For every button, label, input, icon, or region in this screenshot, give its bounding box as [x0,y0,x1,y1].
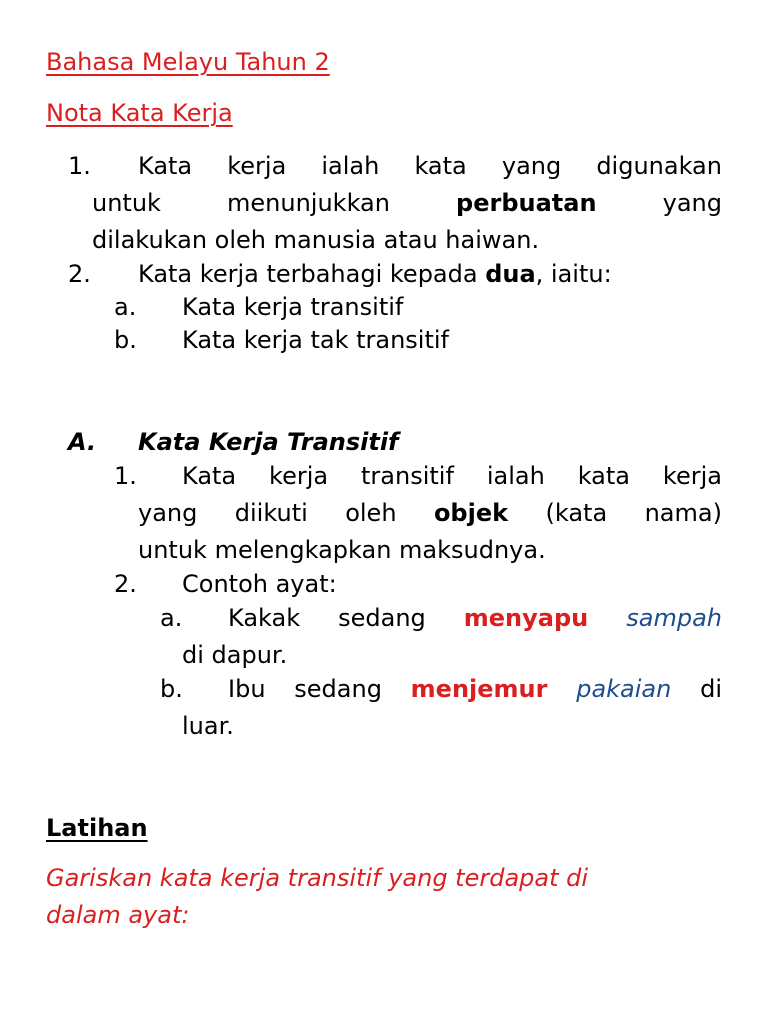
word: yang [662,189,722,217]
bold-keyword: dua [485,260,536,288]
example-b-line1 [228,675,722,704]
word: kerja [662,462,722,490]
text: , iaitu: [535,260,612,288]
section-a-item1-line3: untuk melengkapkan maksudnya. [138,536,546,564]
intro-item1-line3: dilakukan oleh manusia atau haiwan. [92,226,540,254]
example-letter: b. [160,675,183,703]
word: kerja [269,462,329,490]
exercise-instruction-line2: dalam ayat: [46,901,190,929]
word: transitif [361,462,454,490]
text: Kata kerja terbahagi kepada [138,260,486,288]
example-a-line2: di dapur. [182,641,288,669]
verb-word: menyapu [463,604,589,632]
section-a-item2-number: 2. [114,570,137,598]
bold-keyword: perbuatan [456,189,597,217]
word: ialah [321,152,380,180]
word: di [700,675,722,703]
example-letter: a. [160,604,183,632]
word: kata [414,152,467,180]
verb-word: menjemur [410,675,548,703]
word: untuk [92,189,161,217]
word: kata [577,462,631,490]
section-a-item1-number: 1. [114,462,137,490]
intro-item1-line1 [138,152,722,181]
word: nama) [644,499,722,527]
section-a-heading: Kata Kerja Transitif [138,428,399,456]
word: menunjukkan [227,189,390,217]
subitem-letter: b. [114,326,137,354]
word: yang [138,499,198,527]
word: diikuti [234,499,308,527]
word: Kata [182,462,237,490]
word: kerja [227,152,287,180]
exercise-heading: Latihan [46,814,148,842]
word: yang [501,152,562,180]
exercise-instruction-line1: Gariskan kata kerja transitif yang terdapat di [46,864,589,892]
object-word: sampah [626,604,722,632]
word: sedang [338,604,426,632]
intro-item2-number: 2. [68,260,91,288]
intro-item1-number: 1. [68,152,91,180]
document-subtitle: Nota Kata Kerja [46,99,233,127]
word: Kakak [228,604,301,632]
intro-item1-line2 [92,189,722,218]
word: oleh [345,499,397,527]
word: (kata [545,499,608,527]
section-a-item1-line1 [182,462,722,491]
word: sedang [294,675,382,703]
subitem-letter: a. [114,293,137,321]
word: Ibu [228,675,266,703]
subitem-text: Kata kerja transitif [182,293,404,321]
subitem-text: Kata kerja tak transitif [182,326,449,354]
section-a-letter: A. [68,428,97,456]
bold-keyword: objek [433,499,509,527]
example-a-line1 [228,604,722,633]
word: digunakan [596,152,722,180]
example-b-line2: luar. [182,712,234,740]
section-a-item1-line2 [138,499,722,528]
word: ialah [486,462,545,490]
object-word: pakaian [576,675,672,703]
word: Kata [138,152,193,180]
intro-item2-text [138,260,612,289]
section-a-item2-text: Contoh ayat: [182,570,337,598]
document-title: Bahasa Melayu Tahun 2 [46,48,330,76]
